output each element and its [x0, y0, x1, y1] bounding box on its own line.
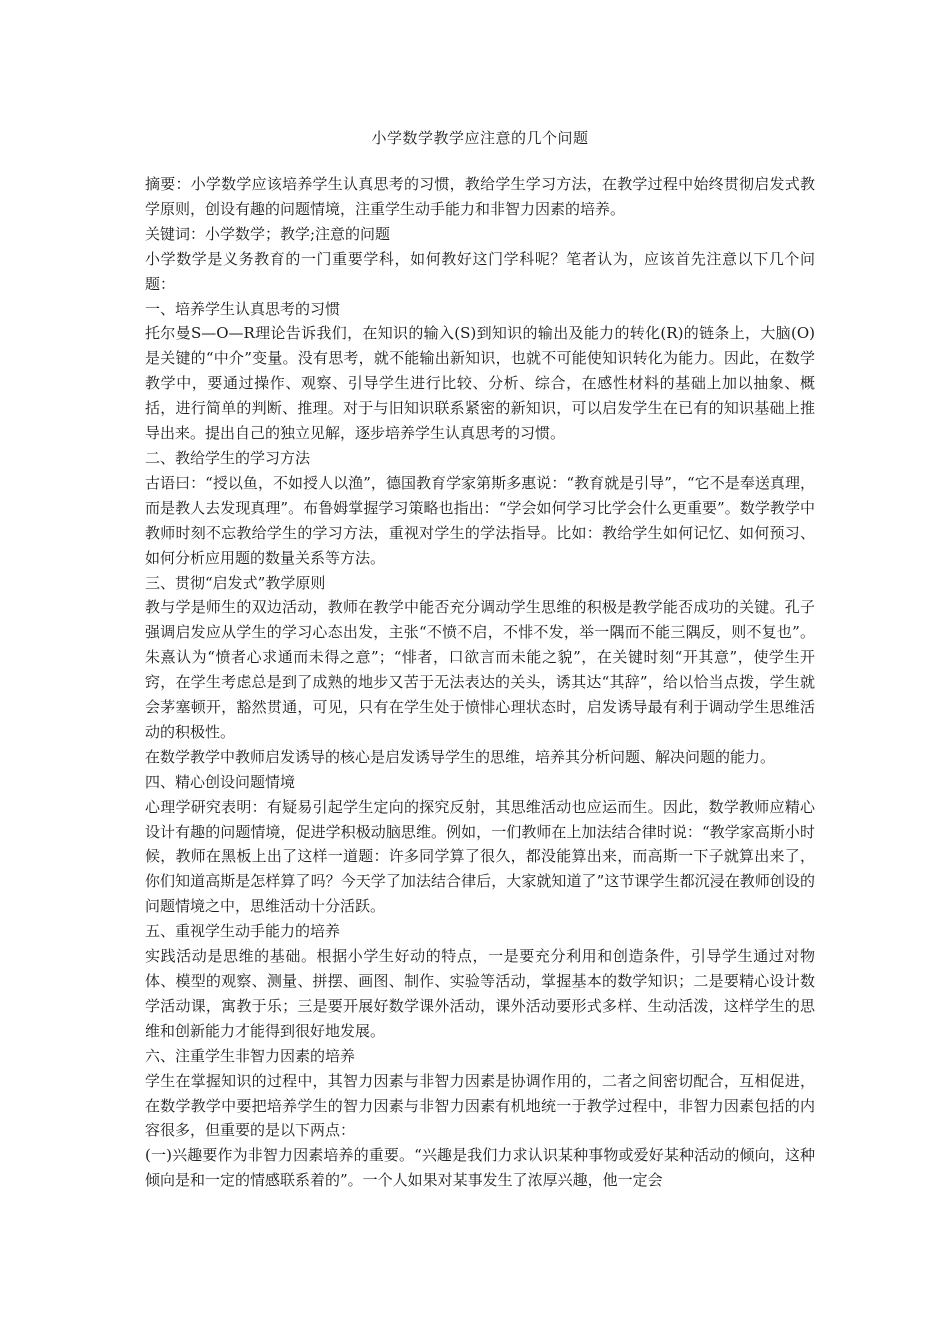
body-paragraph: 学生在掌握知识的过程中，其智力因素与非智力因素是协调作用的，二者之间密切配合，互相促进，在数学教学中要把培养学生的智力因素与非智力因素有机地统一于教学过程中，非智力因素包括的内容很多，但重要的是以下两点：: [145, 1071, 815, 1140]
section-heading-3: 三、贯彻“启发式”教学原则: [145, 573, 326, 592]
body-paragraph: 实践活动是思维的基础。根据小学生好动的特点，一是要充分利用和创造条件，引导学生通过对物体、模型的观察、测量、拼摆、画图、制作、实验等活动，掌握基本的数学知识；二是要精心设计数学活动课，寓教于乐；三是要开展好数学课外活动，课外活动要形式多样、生动活泼，这样学生的思维和创新能力才能得到很好地发展。: [145, 947, 815, 1040]
document-title: 小学数学教学应注意的几个问题: [371, 129, 589, 147]
body-paragraph: 古语曰：“授以鱼，不如授人以渔”，德国教育学家第斯多惠说：“教育就是引导”，“它不是奉送真理，而是教人去发现真理”。布鲁姆掌握学习策略也指出：“学会如何学习比学会什么更重要”。数学教学中教师时刻不忘教给学生的学习方法，重视对学生的学法指导。比如：教给学生如何记忆、如何预习、如何分析应用题的数量关系等方法。: [145, 473, 815, 567]
document-page: [145, 120, 815, 1193]
section-heading-4: 四、精心创设问题情境: [145, 772, 296, 791]
section-heading-2: 二、教给学生的学习方法: [145, 448, 311, 467]
body-paragraph: (一)兴趣要作为非智力因素培养的重要。“兴趣是我们力求认识某种事物或爱好某种活动的倾向，这种倾向是和一定的情感联系着的”。一个人如果对某事发生了浓厚兴趣，他一定会: [145, 1146, 815, 1190]
body-paragraph: 托尔曼S—O—R理论告诉我们，在知识的输入(S)到知识的输出及能力的转化(R)的链条上，大脑(O)是关键的“中介”变量。没有思考，就不能输出新知识，也就不可能使知识转化为能力。因此，在数学教学中，要通过操作、观察、引导学生进行比较、分析、综合，在感性材料的基础上加以抽象、概括，进行简单的判断、推理。对于与旧知识联系紧密的新知识，可以启发学生在已有的知识基础上推导出来。提出自己的独立见解，逐步培养学生认真思考的习惯。: [145, 324, 815, 443]
section-heading-5: 五、重视学生动手能力的培养: [145, 922, 341, 941]
body-paragraph: 心理学研究表明：有疑易引起学生定向的探究反射，其思维活动也应运而生。因此，数学教师应精心设计有趣的问题情境，促进学积极动脑思维。例如，一们教师在上加法结合律时说：“教学家高斯小时候，教师在黑板上出了这样一道题：许多同学算了很久，都没能算出来，而高斯一下子就算出来了，你们知道高斯是怎样算了吗？今天学了加法结合律后，大家就知道了”这节课学生都沉浸在教师创设的问题情境之中，思维活动十分活跃。: [145, 797, 815, 916]
intro-paragraph: 小学数学是义务教育的一门重要学科，如何教好这门学科呢？笔者认为，应该首先注意以下几个问题：: [145, 249, 815, 293]
body-paragraph: 教与学是师生的双边活动，教师在教学中能否充分调动学生思维的积极是教学能否成功的关键。孔子强调启发应从学生的学习心态出发，主张“不愤不启，不悱不发，举一隅而不能三隅反，则不复也”。朱熹认为“愤者心求通而未得之意”；“悱者，口欲言而未能之貌”，在关键时刻“开其意”，使学生开窍，在学生考虑总是到了成熟的地步又苦于无法表达的关头，诱其达“其辞”，给以恰当点拨，学生就会茅塞顿开，豁然贯通，可见，只有在学生处于愤悱心理状态时，启发诱导最有利于调动学生思维活动的积极性。: [145, 598, 815, 741]
section-heading-6: 六、注重学生非智力因素的培养: [145, 1046, 356, 1065]
keywords-paragraph: 关键词：小学数学；教学;注意的问题: [145, 224, 391, 243]
section-heading-1: 一、培养学生认真思考的习惯: [145, 299, 341, 318]
abstract-paragraph: 摘要：小学数学应该培养学生认真思考的习惯，教给学生学习方法，在教学过程中始终贯彻启发式教学原则，创设有趣的问题情境，注重学生动手能力和非智力因素的培养。: [145, 175, 815, 218]
body-paragraph: 在数学教学中教师启发诱导的核心是启发诱导学生的思维，培养其分析问题、解决问题的能力。: [145, 747, 776, 766]
